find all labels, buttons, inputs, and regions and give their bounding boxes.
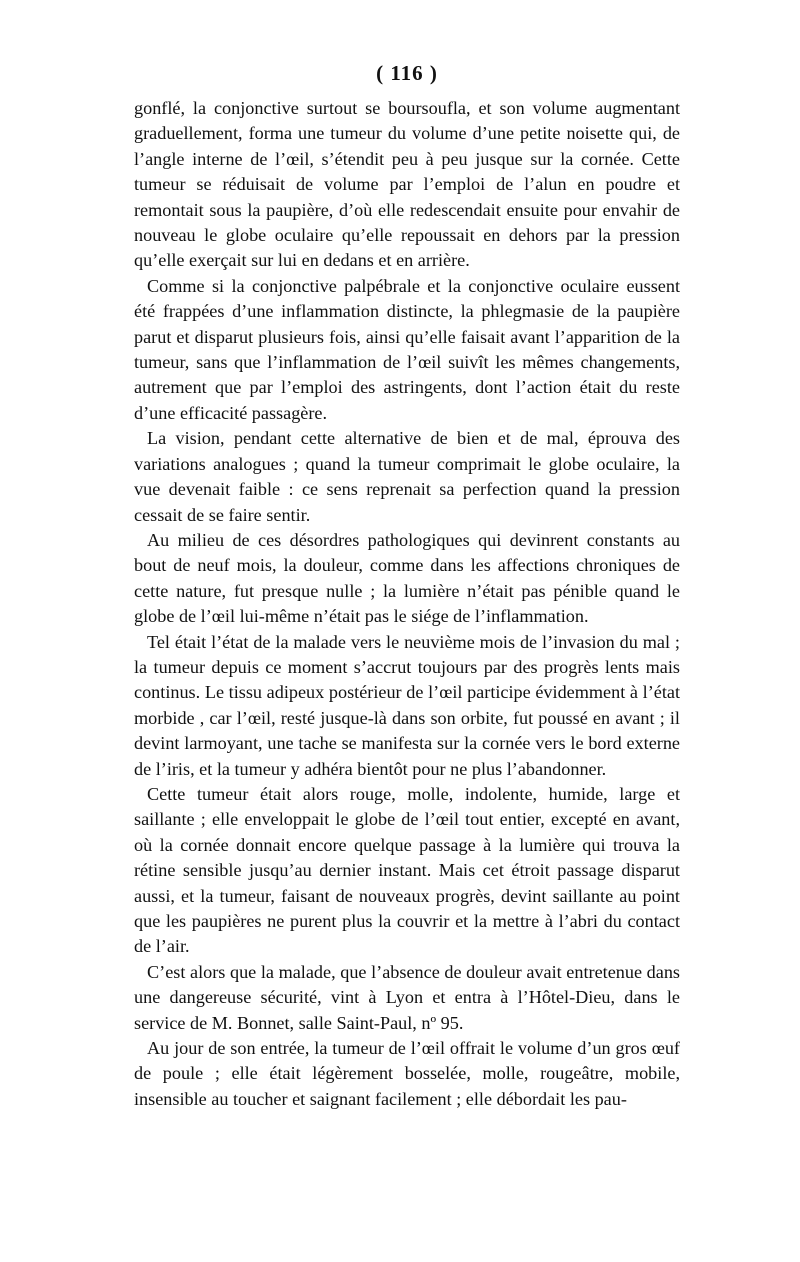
paragraph: Cette tumeur était alors rouge, molle, indolente, humide, large et saillante ; elle enveloppait le globe de l’œil tout entier, excepté en avant, où la cornée donnait encore quelque passage à la lumière qui trouva la rétine sensible jusqu’au dernier instant. Mais cet étroit passage disparut aussi, et la tumeur, faisant de nouveaux progrès, devint saillante au point que les paupières ne purent plus la couvrir et la mettre à l’abri du contact de l’air. (134, 783, 680, 957)
page-number: ( 116 ) (376, 61, 438, 85)
paragraph: Tel était l’état de la malade vers le neuvième mois de l’invasion du mal ; la tumeur depuis ce moment s’accrut toujours par des progrès lents mais continus. Le tissu adipeux postérieur de l’œil participe évidemment à l’état morbide , car l’œil, resté jusque-là dans son orbite, fut poussé en avant ; il devint larmoyant, une tache se manifesta sur la cornée vers le bord externe de l’iris, et la tumeur y adhéra bientôt pour ne plus l’abandonner. (134, 631, 680, 779)
paragraph: C’est alors que la malade, que l’absence de douleur avait entretenue dans une dangereuse sécurité, vint à Lyon et entra à l’Hôtel-Dieu, dans le service de M. Bonnet, salle Saint-Paul, nº 95. (134, 961, 680, 1033)
book-page (134, 58, 680, 1112)
paragraph: Au jour de son entrée, la tumeur de l’œil offrait le volume d’un gros œuf de poule ; elle était légèrement bosselée, molle, rougeâtre, mobile, insensible au toucher et saignant facilement ; elle débordait les pau- (134, 1038, 680, 1109)
paragraph: Au milieu de ces désordres pathologiques qui devinrent constants au bout de neuf mois, la douleur, comme dans les affections chroniques de cette nature, fut presque nulle ; la lumière n’était pas pénible quand le globe de l’œil lui-même n’était pas le siége de l’inflammation. (134, 529, 680, 627)
paragraph-continuation: gonflé, la conjonctive surtout se boursoufla, et son volume augmentant graduellement, forma une tumeur du volume d’une petite noisette qui, de l’angle interne de l’œil, s’étendit peu à peu jusque sur la cornée. Cette tumeur se réduisait de volume par l’emploi de l’alun en poudre et remontait sous la paupière, d’où elle redescendait ensuite pour envahir de nouveau le globe oculaire qu’elle repoussait en dehors par la pression qu’elle exerçait sur lui en dedans et en arrière. (134, 98, 680, 271)
paragraph: Comme si la conjonctive palpébrale et la conjonctive oculaire eussent été frappées d’une inflammation distincte, la phlegmasie de la paupière parut et disparut plusieurs fois, ainsi qu’elle faisait avant l’apparition de la tumeur, sans que l’inflammation de l’œil suivît les mêmes changements, autrement que par l’emploi des astringents, dont l’action était du reste d’une efficacité passagère. (134, 275, 680, 423)
paragraph: La vision, pendant cette alternative de bien et de mal, éprouva des variations analogues ; quand la tumeur comprimait le globe oculaire, la vue devenait faible : ce sens reprenait sa perfection quand la pression cessait de se faire sentir. (134, 428, 680, 525)
